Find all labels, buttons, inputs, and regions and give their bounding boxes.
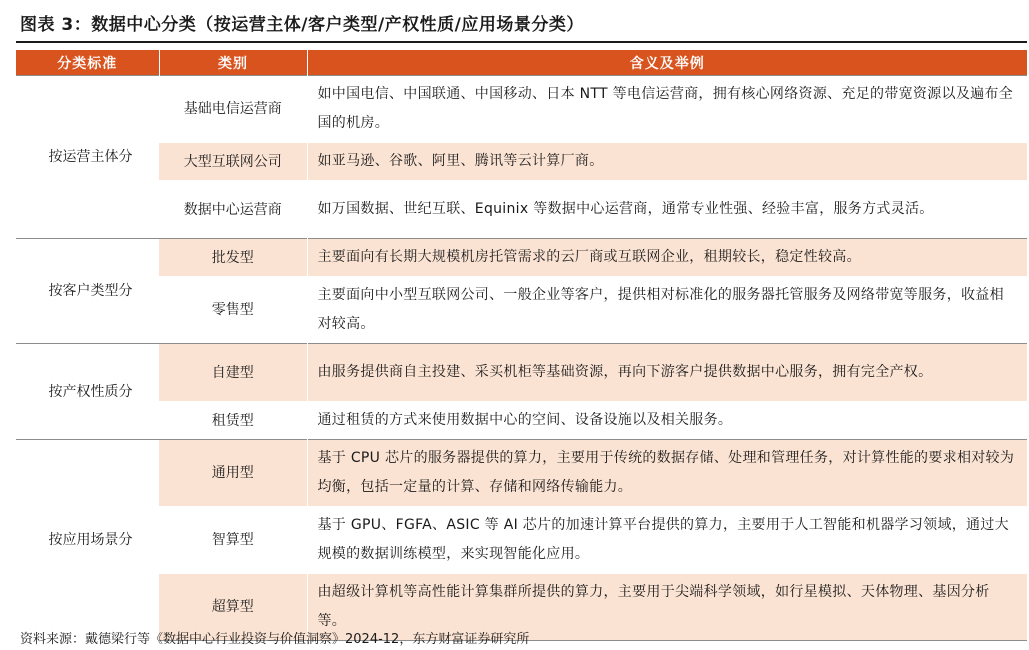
row-category: 基础电信运营商 — [159, 76, 307, 143]
table-row — [16, 507, 1027, 574]
source-note: 资料来源：戴德梁行等《数据中心行业投资与价值洞察》2024-12，东方财富证券研究所 — [20, 632, 530, 647]
figure-title: 图表 3：数据中心分类（按运营主体/客户类型/产权性质/应用场景分类） — [20, 15, 584, 35]
table-header-row — [16, 50, 1027, 76]
table-row — [16, 440, 1027, 507]
table-row — [16, 181, 1027, 239]
group-standard: 按客户类型分 — [16, 239, 159, 344]
group-standard: 按产权性质分 — [16, 344, 159, 440]
row-category: 批发型 — [159, 239, 307, 277]
row-category: 大型互联网公司 — [159, 143, 307, 181]
table-row — [16, 143, 1027, 181]
title-rule — [16, 41, 1027, 43]
group-standard: 按运营主体分 — [16, 76, 159, 239]
header-standard: 分类标准 — [16, 50, 159, 76]
row-category: 超算型 — [159, 574, 307, 641]
row-description: 如万国数据、世纪互联、Equinix 等数据中心运营商，通常专业性强、经验丰富，服务方式灵活。 — [307, 181, 1027, 239]
row-description: 由服务提供商自主投建、采买机柜等基础资源，再向下游客户提供数据中心服务，拥有完全产权。 — [307, 344, 1027, 402]
row-description: 基于 GPU、FGFA、ASIC 等 AI 芯片的加速计算平台提供的算力，主要用于人工智能和机器学习领域，通过大规模的数据训练模型，来实现智能化应用。 — [307, 507, 1027, 574]
row-category: 通用型 — [159, 440, 307, 507]
row-category: 数据中心运营商 — [159, 181, 307, 239]
row-description: 主要面向有长期大规模机房托管需求的云厂商或互联网企业，租期较长，稳定性较高。 — [307, 239, 1027, 277]
table-row — [16, 402, 1027, 440]
header-meaning: 含义及举例 — [307, 50, 1027, 76]
row-description: 通过租赁的方式来使用数据中心的空间、设备设施以及相关服务。 — [307, 402, 1027, 440]
row-description: 基于 CPU 芯片的服务器提供的算力，主要用于传统的数据存储、处理和管理任务，对计算性能的要求相对较为均衡，包括一定量的计算、存储和网络传输能力。 — [307, 440, 1027, 507]
row-description: 如亚马逊、谷歌、阿里、腾讯等云计算厂商。 — [307, 143, 1027, 181]
header-category: 类别 — [159, 50, 307, 76]
group-standard: 按应用场景分 — [16, 440, 159, 641]
row-category: 智算型 — [159, 507, 307, 574]
row-category: 零售型 — [159, 277, 307, 344]
table-row — [16, 239, 1027, 277]
table-row — [16, 277, 1027, 344]
row-description: 如中国电信、中国联通、中国移动、日本 NTT 等电信运营商，拥有核心网络资源、充足的带宽资源以及遍布全国的机房。 — [307, 76, 1027, 143]
row-category: 自建型 — [159, 344, 307, 402]
row-description: 主要面向中小型互联网公司、一般企业等客户，提供相对标准化的服务器托管服务及网络带宽等服务，收益相对较高。 — [307, 277, 1027, 344]
row-description: 由超级计算机等高性能计算集群所提供的算力，主要用于尖端科学领域，如行星模拟、天体物理、基因分析等。 — [307, 574, 1027, 641]
row-category: 租赁型 — [159, 402, 307, 440]
table-row — [16, 344, 1027, 402]
table-row — [16, 76, 1027, 143]
classification-table — [16, 50, 1027, 641]
